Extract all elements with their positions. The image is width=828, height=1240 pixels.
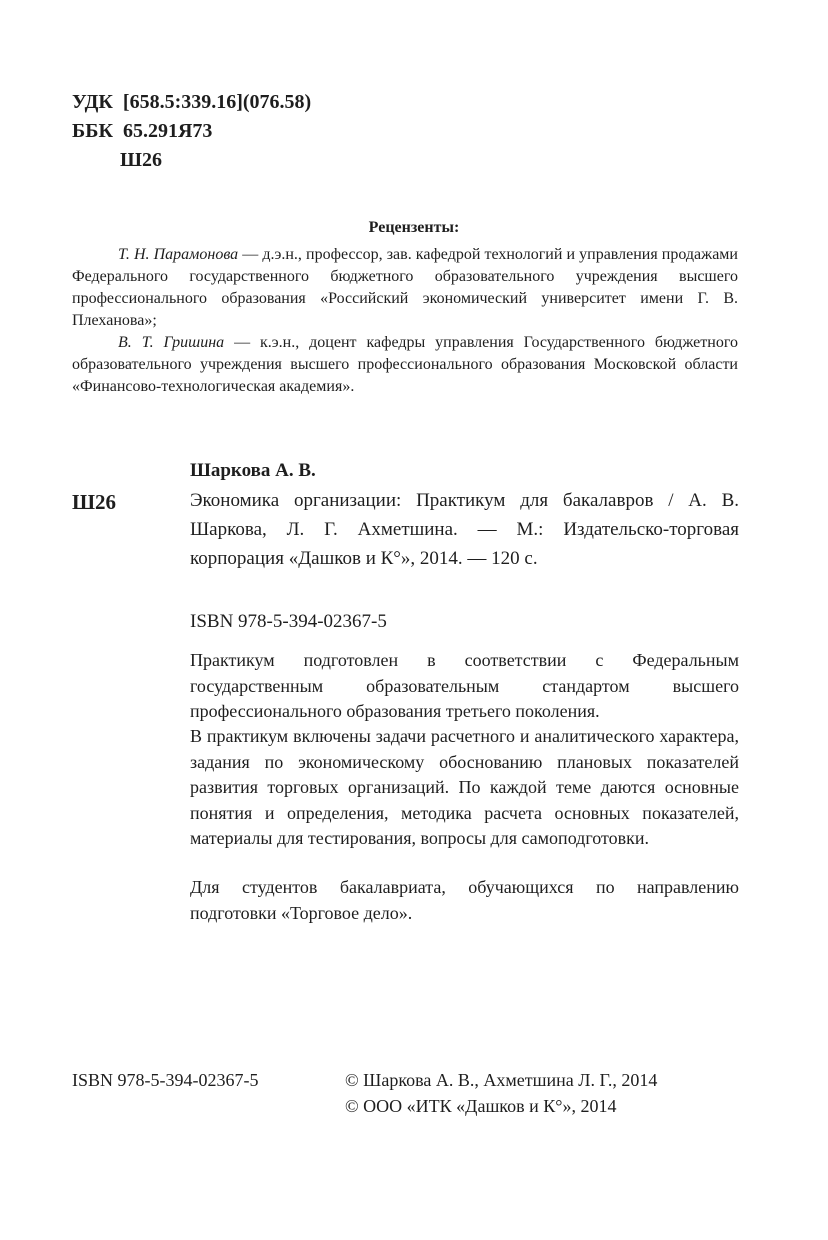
reviewer-2-details: — к.э.н., доцент кафедры управления Государственного бюджетного образовательного учреждения высшего профессионального образования Московской области «Финансово-технологическая академия». bbox=[72, 334, 738, 395]
annotation-paragraph-3: Для студентов бакалавриата, обучающихся по направлению подготовки «Торговое дело». bbox=[190, 877, 739, 923]
catalog-author: Шаркова А. В. bbox=[190, 460, 316, 481]
reviewers-heading: Рецензенты: bbox=[368, 219, 460, 236]
udk-code: УДК [658.5:339.16](076.58) bbox=[72, 91, 312, 113]
reviewer-2 bbox=[72, 332, 738, 398]
catalog-index-code: Ш26 bbox=[72, 490, 117, 514]
annotation-paragraph-1: Практикум подготовлен в соответствии с Федеральным государственным образовательным стандартом высшего профессионального образования третьего поколения. bbox=[190, 650, 739, 721]
reviewer-1-details: — д.э.н., профессор, зав. кафедрой технологий и управления продажами Федерального государственного бюджетного образовательного учреждения высшего профессионального образования «Российский экономический университет имени Г. В. Плеханова»; bbox=[72, 246, 738, 329]
reviewer-1-name: Т. Н. Парамонова bbox=[118, 246, 239, 263]
author-mark: Ш26 bbox=[120, 149, 162, 171]
copyright-publisher: © ООО «ИТК «Дашков и К°», 2014 bbox=[345, 1096, 617, 1116]
reviewer-1 bbox=[72, 244, 738, 332]
catalog-description: Экономика организации: Практикум для бакалавров / А. В. Шаркова, Л. Г. Ахметшина. — М.: Издательско-торговая корпорация «Дашков и К°», 2014. — 120 с. bbox=[190, 490, 739, 569]
reviewer-2-name: В. Т. Гришина bbox=[118, 334, 225, 351]
bbk-code: ББК 65.291Я73 bbox=[72, 120, 213, 142]
footer-isbn: ISBN 978-5-394-02367-5 bbox=[72, 1070, 259, 1090]
copyright-authors: © Шаркова А. В., Ахметшина Л. Г., 2014 bbox=[345, 1070, 658, 1090]
annotation-paragraph-2: В практикум включены задачи расчетного и аналитического характера, задания по экономическому обоснованию плановых показателей развития торговых организаций. По каждой теме даются основные понятия и определения, методика расчета основных показателей, материалы для тестирования, вопросы для самоподготовки. bbox=[190, 726, 739, 848]
catalog-isbn: ISBN 978-5-394-02367-5 bbox=[190, 611, 387, 632]
